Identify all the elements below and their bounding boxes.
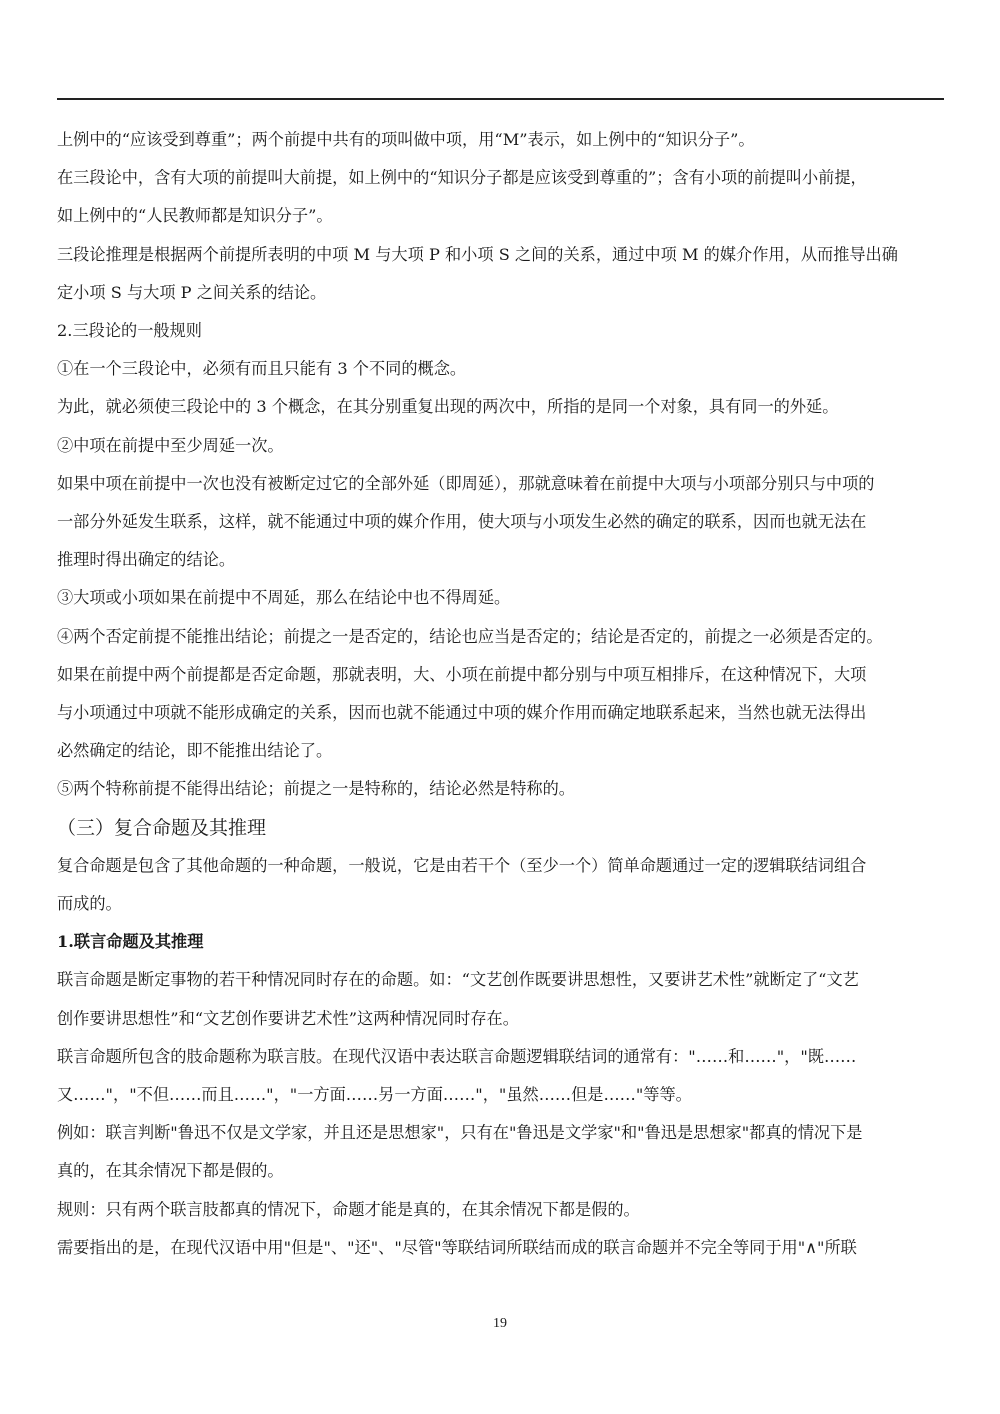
text-line: 一部分外延发生联系，这样，就不能通过中项的媒介作用，使大项与小项发生必然的确定的联系，因而也就无法在 xyxy=(57,512,867,532)
section-heading: 2.三段论的一般规则 xyxy=(57,321,202,341)
rule-item: ③大项或小项如果在前提中不周延，那么在结论中也不得周延。 xyxy=(57,588,511,608)
text-line: 如果在前提中两个前提都是否定命题，那就表明，大、小项在前提中都分别与中项互相排斥，在这种情况下，大项 xyxy=(57,664,867,684)
text-line: 例如：联言判断"鲁迅不仅是文学家，并且还是思想家"，只有在"鲁迅是文学家"和"鲁迅是思想家"都真的情况下是 xyxy=(57,1123,863,1143)
text-line: 联言命题是断定事物的若干种情况同时存在的命题。如：“文艺创作既要讲思想性，又要讲艺术性”就断定了“文艺 xyxy=(57,970,859,990)
text-line: 创作要讲思想性”和“文艺创作要讲艺术性”这两种情况同时存在。 xyxy=(57,1008,519,1028)
document-body xyxy=(57,121,947,1267)
text-line: 三段论推理是根据两个前提所表明的中项 M 与大项 P 和小项 S 之间的关系，通过中项 M 的媒介作用，从而推导出确 xyxy=(57,244,898,264)
text-line: 如上例中的“人民教师都是知识分子”。 xyxy=(57,206,333,226)
text-line: 推理时得出确定的结论。 xyxy=(57,550,236,570)
text-line: 在三段论中，含有大项的前提叫大前提，如上例中的“知识分子都是应该受到尊重的”；含有小项的前提叫小前提， xyxy=(57,168,867,188)
text-line: 又……"，"不但……而且……"，"一方面……另一方面……"，"虽然……但是……"等等。 xyxy=(57,1085,692,1105)
text-line: 上例中的“应该受到尊重”；两个前提中共有的项叫做中项，用“M”表示，如上例中的“知识分子”。 xyxy=(57,130,755,149)
text-line: 真的，在其余情况下都是假的。 xyxy=(57,1161,284,1181)
text-line: 而成的。 xyxy=(57,894,122,914)
text-line: 联言命题所包含的肢命题称为联言肢。在现代汉语中表达联言命题逻辑联结词的通常有："……和……"，"既…… xyxy=(57,1046,857,1066)
rule-item: ⑤两个特称前提不能得出结论；前提之一是特称的，结论必然是特称的。 xyxy=(57,779,575,799)
text-line: 规则：只有两个联言肢都真的情况下，命题才能是真的，在其余情况下都是假的。 xyxy=(57,1199,640,1219)
page-number: 19 xyxy=(493,1316,507,1331)
text-line: 需要指出的是，在现代汉语中用"但是"、"还"、"尽管"等联结词所联结而成的联言命题并不完全等同于用"∧"所联 xyxy=(57,1237,857,1257)
text-line: 如果中项在前提中一次也没有被断定过它的全部外延（即周延），那就意味着在前提中大项与小项部分别只与中项的 xyxy=(57,473,875,493)
text-line: 复合命题是包含了其他命题的一种命题，一般说，它是由若干个（至少一个）简单命题通过一定的逻辑联结词组合 xyxy=(57,855,867,875)
header-rule xyxy=(57,98,944,100)
text-line: 与小项通过中项就不能形成确定的关系，因而也就不能通过中项的媒介作用而确定地联系起来，当然也就无法得出 xyxy=(57,703,867,723)
text-line: 必然确定的结论，即不能推出结论了。 xyxy=(57,741,333,761)
rule-item: ④两个否定前提不能推出结论；前提之一是否定的，结论也应当是否定的；结论是否定的，前提之一必须是否定的。 xyxy=(57,626,883,646)
text-line: 定小项 S 与大项 P 之间关系的结论。 xyxy=(57,282,327,302)
section-heading: （三）复合命题及其推理 xyxy=(57,816,267,839)
rule-item: ①在一个三段论中，必须有而且只能有 3 个不同的概念。 xyxy=(57,359,467,379)
text-line: 为此，就必须使三段论中的 3 个概念，在其分别重复出现的两次中，所指的是同一个对象，具有同一的外延。 xyxy=(57,397,839,417)
rule-item: ②中项在前提中至少周延一次。 xyxy=(57,435,284,455)
subsection-heading: 1.联言命题及其推理 xyxy=(57,932,204,952)
